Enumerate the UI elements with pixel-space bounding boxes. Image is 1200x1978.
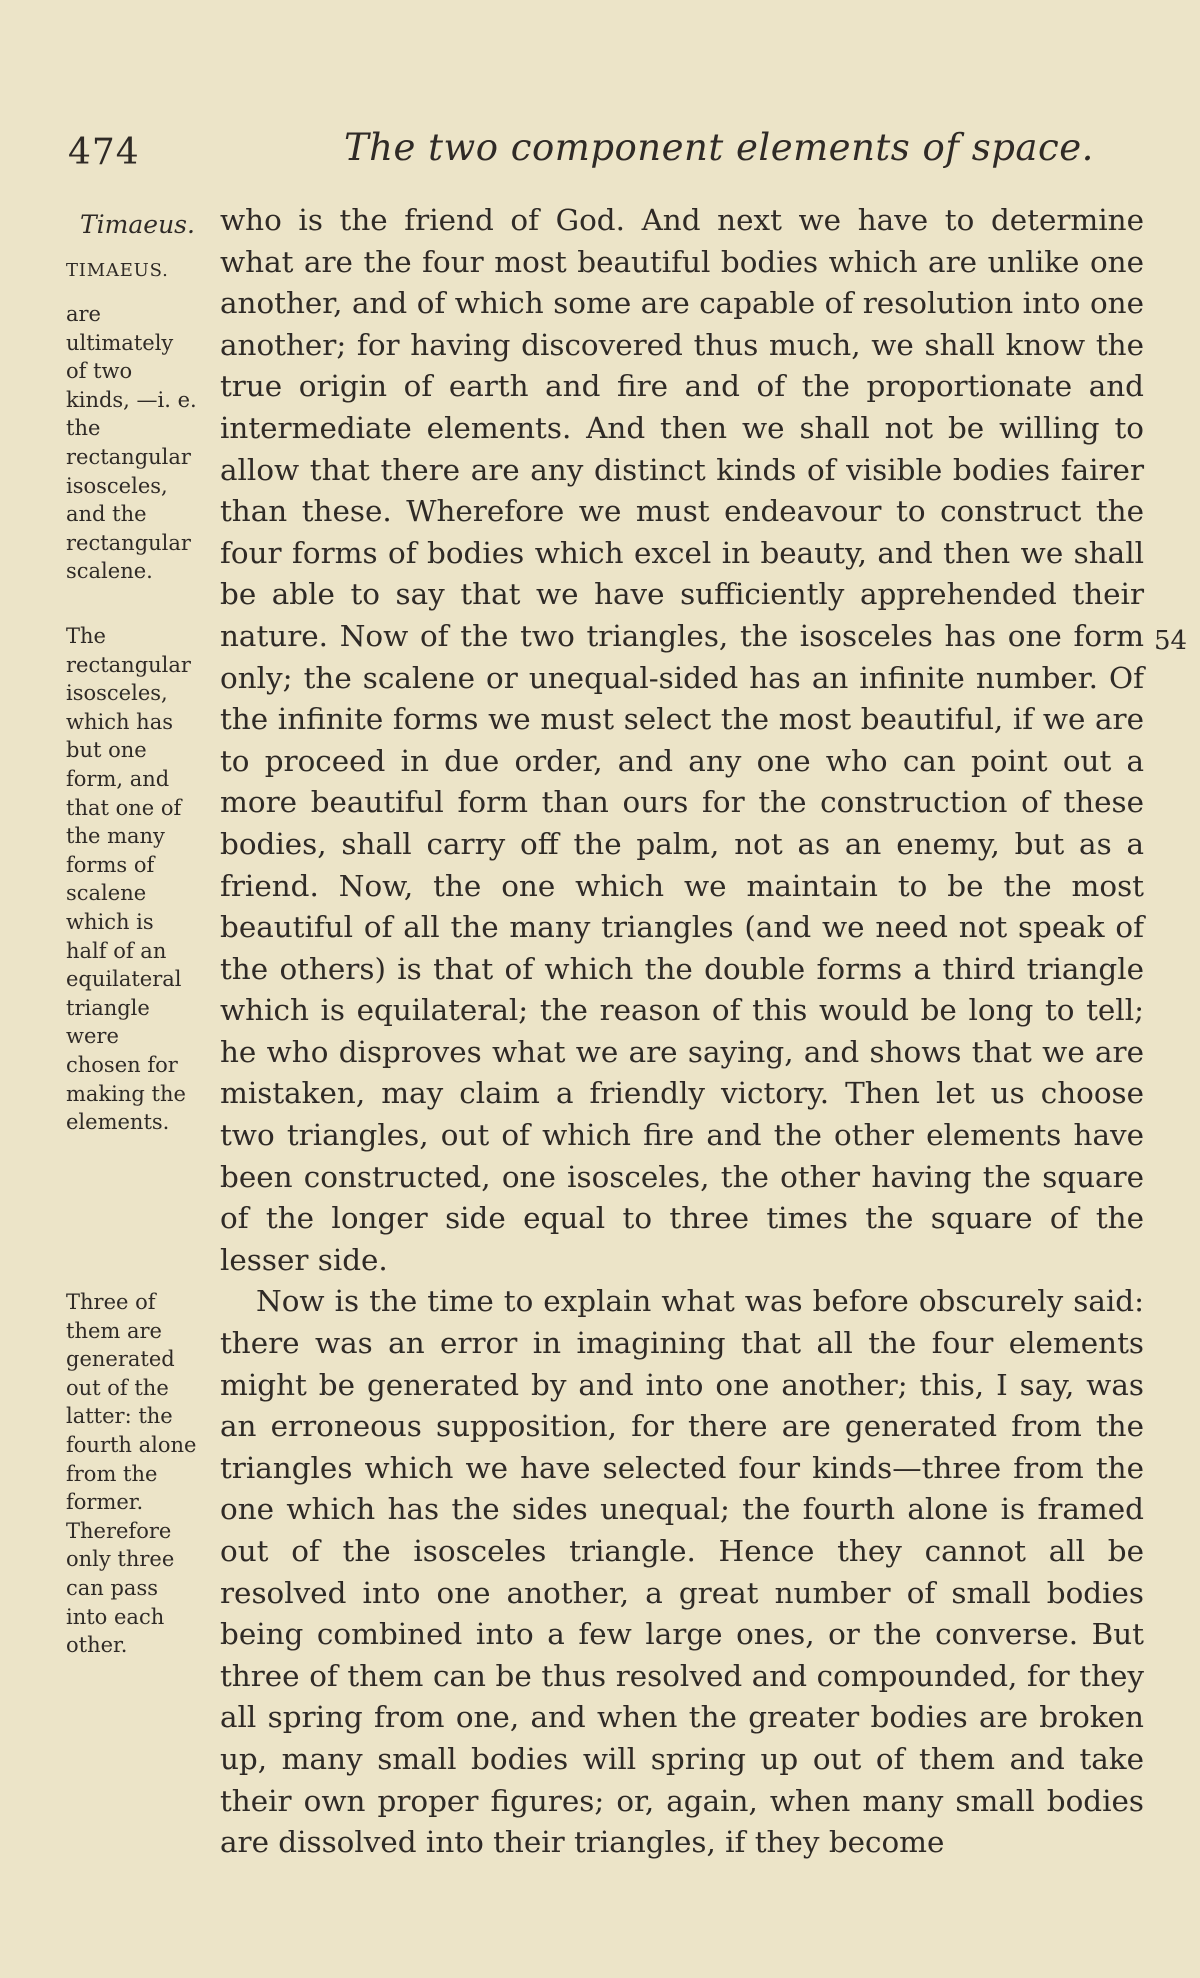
running-head: The two component elements of space. — [344, 126, 1094, 169]
stephanus-number: 54 — [1154, 626, 1188, 656]
paragraph: who is the friend of God. And next we have to determine what are the four most beautiful bodies which are unlike one another, and of which some are capable of resolution into one another; for having discovered thus much, we shall know the true origin of earth and fire and of the proportionate and intermediate elements. And then we shall not be willing to allow that there are any distinct kinds of visible bodies fairer than these. Wherefore we must endeavour to construct the four forms of bodies which excel in beauty, and then we shall be able to say that we have sufficiently apprehended their nature. Now of the two triangles, the isosceles has one form only; the scalene or unequal-sided has an infinite number. Of the infinite forms we must select the most beautiful, if we are to proceed in due order, and any one who can point out a more beautiful form than ours for the construction of these bodies, shall carry off the palm, not as an enemy, but as a friend. Now, the one which we maintain to be the most beautiful of all the many triangles (and we need not speak of the others) is that of which the double forms a third triangle which is equilateral; the reason of this would be long to tell; he who disproves what we are saying, and shows that we are mistaken, may claim a friendly victory. Then let us choose two triangles, out of which fire and the other elements have been constructed, one isosceles, the other having the square of the longer side equal to three times the square of the lesser side. — [220, 203, 1144, 1277]
marginal-note: are ultimately of two kinds, —i. e. the rectangular isosceles, and the rectangular scalene. — [66, 302, 197, 584]
speaker-label: Timaeus. — [80, 210, 195, 239]
paragraph: Now is the time to explain what was before obscurely said: there was an error in imagining that all the four elements might be generated by and into one another; this, I say, was an erroneous supposition, for there are generated from the triangles which we have selected four kinds—three from the one which has the sides unequal; the fourth alone is framed out of the isosceles triangle. Hence they cannot all be resolved into one another, a great number of small bodies being combined into a few large ones, or the converse. But three of them can be thus resolved and compounded, for they all spring from one, and when the greater bodies are broken up, many small bodies will spring up out of them and take their own proper figures; or, again, when many small bodies are dissolved into their triangles, if they become — [220, 1284, 1144, 1860]
marginal-note: Three of them are generated out of the latter: the fourth alone from the former. Therefore only three can pass into each other. — [66, 1290, 197, 1658]
body-text — [220, 200, 1144, 1864]
marginal-note: The rectangular isosceles, which has but one form, and that one of the many forms of scalene which is half of an equilateral triangle were chosen for making the elements. — [66, 624, 191, 1135]
page-number: 474 — [68, 132, 140, 173]
speaker-name-caps: TIMAEUS. — [66, 260, 169, 281]
